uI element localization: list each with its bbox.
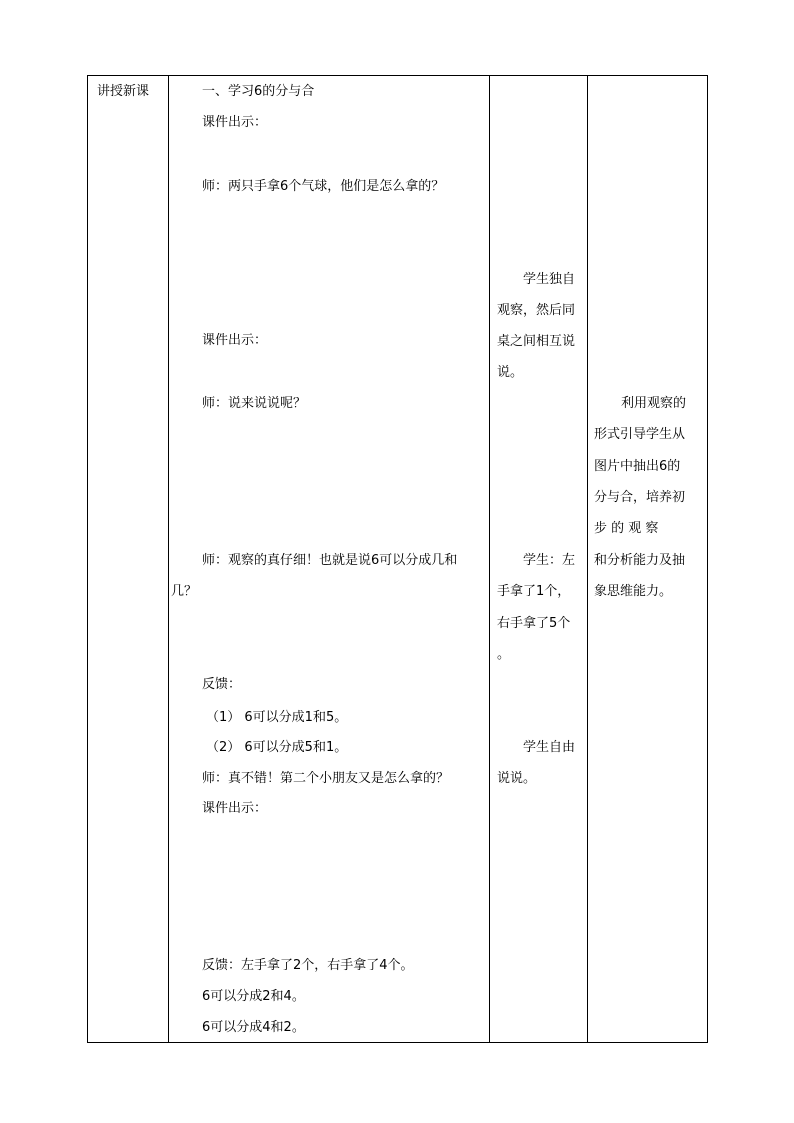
text-line: 师：说来说说呢？ [202,396,307,411]
student-line: 。 [497,647,511,662]
design-intent-cell [588,76,708,1043]
text-line: 6可以分成2和4。 [202,989,305,1004]
text-line: 反馈： [202,677,242,692]
teaching-process-cell [169,76,490,1043]
student-line: 学生独自 [523,272,576,287]
student-line: 说。 [497,365,524,380]
intent-line: 利用观察的 [621,396,687,411]
intent-line: 形式引导学生从 [594,427,686,442]
intent-line: 分与合，培养初 [594,490,686,505]
text-line: 几？ [171,584,198,599]
student-line: 观察，然后同 [497,303,576,318]
section-label-cell [88,76,169,1043]
text-line: （2） 6可以分成5和1。 [206,740,348,755]
text-line: 反馈：左手拿了2个，右手拿了4个。 [202,958,414,973]
heading-line: 一、学习6的分与合 [202,84,315,99]
student-line: 右手拿了5个 [497,616,571,631]
text-line: 师：两只手拿6个气球，他们是怎么拿的？ [202,179,445,194]
intent-line: 象思维能力。 [594,584,673,599]
text-line: 6可以分成4和2。 [202,1020,305,1035]
lesson-plan-table [87,75,708,1043]
student-activity-cell [490,76,588,1043]
section-label: 讲授新课 [97,84,150,99]
intent-line: 和分析能力及抽 [594,553,686,568]
student-line: 学生自由 [523,740,576,755]
intent-line: 步 的 观 察 [594,521,659,536]
student-line: 桌之间相互说 [497,334,576,349]
text-line: 课件出示： [202,333,268,348]
intent-line: 图片中抽出6的 [594,459,681,474]
text-line: （1） 6可以分成1和5。 [206,710,348,725]
text-line: 师：真不错！第二个小朋友又是怎么拿的？ [202,771,450,786]
text-line: 课件出示： [202,115,268,130]
table-row [88,76,708,1043]
text-line: 师：观察的真仔细！也就是说6可以分成几和 [202,553,458,568]
text-line: 课件出示： [202,801,268,816]
student-line: 学生：左 [523,553,576,568]
student-line: 手拿了1个， [497,584,571,599]
student-line: 说说。 [497,771,537,786]
